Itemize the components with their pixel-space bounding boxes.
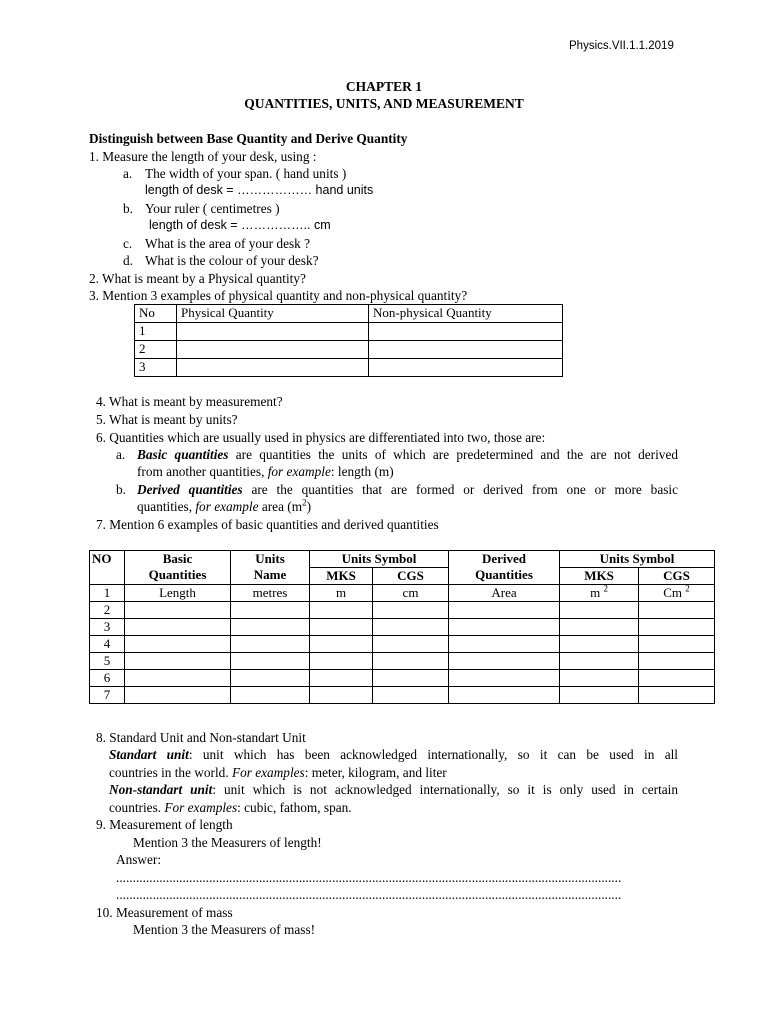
standard-unit-text2a: countries in the world.: [109, 765, 232, 780]
table-header-cell: CGS: [639, 568, 715, 585]
table-cell: 6: [90, 670, 125, 687]
physical-quantity-table: [134, 304, 563, 377]
standard-unit-line1: [109, 746, 678, 763]
standard-unit-line2: [109, 764, 447, 781]
cgs-superscript: 2: [685, 583, 690, 594]
standard-unit-example: For examples: [231, 765, 305, 780]
cgs-unit: Cm: [663, 585, 683, 600]
chapter-number: CHAPTER 1: [345, 79, 423, 94]
question-6a-text2a: from another quantities,: [137, 464, 268, 479]
table-row: [90, 585, 715, 602]
table-cell: [177, 359, 369, 377]
question-6a-text1: are quantities the units of which are predetermined and the are not derived: [228, 447, 678, 462]
table-row: [90, 619, 715, 636]
table-cell: 4: [90, 636, 125, 653]
answer-dotted-line: ........................................................................................................................................................: [116, 870, 622, 885]
non-standard-unit-text2a: countries.: [109, 800, 165, 815]
question-8: 8. Standard Unit and Non-standart Unit: [96, 730, 306, 745]
header-code: Physics.VII.1.1.2019: [569, 40, 674, 52]
table-header-cell: Physical Quantity: [177, 305, 369, 323]
table-row: [90, 653, 715, 670]
question-6a-line1: [137, 446, 678, 463]
table-header-cell: Units Symbol: [560, 551, 715, 568]
table-header-cell: [449, 551, 560, 585]
question-1b-marker: b.: [123, 201, 133, 216]
question-6b-line2: [137, 498, 311, 515]
standard-unit-text2b: : meter, kilogram, and liter: [304, 765, 447, 780]
table-row: [135, 359, 563, 377]
non-standard-unit-term: Non-standart unit: [109, 782, 213, 797]
table-header-cell: MKS: [560, 568, 639, 585]
question-4: 4. What is meant by measurement?: [96, 394, 283, 409]
chapter-title: QUANTITIES, UNITS, AND MEASUREMENT: [244, 96, 524, 111]
table-header-cell: Non-physical Quantity: [369, 305, 563, 323]
header-units-line1: Units: [255, 551, 285, 566]
table-header-cell: No: [135, 305, 177, 323]
question-6a-line2: [137, 463, 394, 480]
table-row: [90, 636, 715, 653]
table-cell: 1: [135, 323, 177, 341]
header-derived-line2: Quantities: [475, 567, 533, 582]
question-6b-example: for example: [195, 499, 259, 514]
table-cell: [639, 585, 715, 602]
standard-unit-term: Standart unit: [109, 747, 189, 762]
table-cell: 3: [135, 359, 177, 377]
table-cell: [177, 341, 369, 359]
table-cell: cm: [373, 585, 449, 602]
question-6b-marker: b.: [116, 482, 126, 497]
question-1a-answer-line: length of desk = ……………… hand units: [145, 183, 374, 197]
question-1: 1. Measure the length of your desk, using :: [89, 149, 317, 164]
question-6b-text2c: ): [306, 499, 312, 514]
non-standard-unit-text1: : unit which is not acknowledged internationally, so it is only used in certain: [212, 782, 679, 797]
question-10-instruction: Mention 3 the Measurers of mass!: [133, 922, 316, 937]
question-6b-text1: are the quantities that are formed or derived from one or more basic: [242, 482, 678, 497]
question-1a-marker: a.: [123, 166, 133, 181]
question-2: 2. What is meant by a Physical quantity?: [89, 271, 306, 286]
question-6b-text2b: area (m: [258, 499, 303, 514]
question-6a-text2b: : length (m): [330, 464, 394, 479]
basic-quantities-term: Basic quantities: [137, 447, 229, 462]
header-units-line2: Name: [253, 567, 287, 582]
standard-unit-text1: : unit which has been acknowledged internationally, so it can be used in all: [188, 747, 678, 762]
question-6: 6. Quantities which are usually used in physics are differentiated into two, those are:: [96, 430, 546, 445]
question-6b-superscript: 2: [302, 497, 307, 508]
question-10: 10. Measurement of mass: [96, 905, 233, 920]
question-9: 9. Measurement of length: [96, 817, 233, 832]
table-cell: Length: [125, 585, 231, 602]
question-1d: What is the colour of your desk?: [145, 253, 319, 268]
table-header-row: [135, 305, 563, 323]
question-6a-example: for example: [267, 464, 331, 479]
non-standard-unit-text2b: : cubic, fathom, span.: [237, 800, 352, 815]
mks-superscript: 2: [603, 583, 608, 594]
table-cell: [177, 323, 369, 341]
table-cell: 3: [90, 619, 125, 636]
question-3: 3. Mention 3 examples of physical quantity and non-physical quantity?: [89, 288, 468, 303]
non-standard-unit-line2: [109, 799, 352, 816]
question-1d-marker: d.: [123, 253, 133, 268]
non-standard-unit-line1: [109, 781, 678, 798]
question-1b: Your ruler ( centimetres ): [145, 201, 280, 216]
table-cell: 2: [135, 341, 177, 359]
header-basic-line2: Quantities: [148, 567, 207, 582]
table-header-cell: MKS: [310, 568, 373, 585]
table-cell: [369, 359, 563, 377]
table-cell: m: [310, 585, 373, 602]
table-cell: 1: [90, 585, 125, 602]
answer-dotted-line: ........................................................................................................................................................: [116, 887, 622, 902]
table-cell: [369, 341, 563, 359]
question-1b-answer-line: length of desk = …………….. cm: [149, 218, 331, 232]
question-5: 5. What is meant by units?: [96, 412, 238, 427]
table-cell: 2: [90, 602, 125, 619]
table-header-cell: NO: [90, 551, 125, 585]
table-header-cell: [231, 551, 310, 585]
question-1a: The width of your span. ( hand units ): [145, 166, 347, 181]
table-row: [135, 323, 563, 341]
table-row: [135, 341, 563, 359]
quantities-units-table: [89, 550, 715, 704]
answer-label: Answer:: [116, 852, 162, 867]
table-cell: [560, 585, 639, 602]
question-6b-text2a: quantities,: [137, 499, 196, 514]
table-cell: metres: [231, 585, 310, 602]
table-row: [90, 687, 715, 704]
non-standard-unit-example: For examples: [164, 800, 238, 815]
section-heading: Distinguish between Base Quantity and Derive Quantity: [89, 131, 408, 146]
table-cell: Area: [449, 585, 560, 602]
question-1c: What is the area of your desk ?: [145, 236, 311, 251]
question-7: 7. Mention 6 examples of basic quantities and derived quantities: [96, 517, 439, 532]
table-header-cell: [125, 551, 231, 585]
question-6b-line1: [137, 481, 678, 498]
mks-unit: m: [590, 585, 601, 600]
table-cell: [369, 323, 563, 341]
question-1c-marker: c.: [123, 236, 133, 251]
table-row: [90, 670, 715, 687]
table-row: [90, 602, 715, 619]
header-basic-line1: Basic: [162, 551, 193, 566]
table-header-cell: Units Symbol: [310, 551, 449, 568]
question-9-instruction: Mention 3 the Measurers of length!: [133, 835, 322, 850]
question-6a-marker: a.: [116, 447, 126, 462]
table-header-cell: CGS: [373, 568, 449, 585]
table-cell: 7: [90, 687, 125, 704]
table-header-row: [90, 551, 715, 568]
header-derived-line1: Derived: [481, 551, 527, 566]
derived-quantities-term: Derived quantities: [137, 482, 243, 497]
table-cell: 5: [90, 653, 125, 670]
